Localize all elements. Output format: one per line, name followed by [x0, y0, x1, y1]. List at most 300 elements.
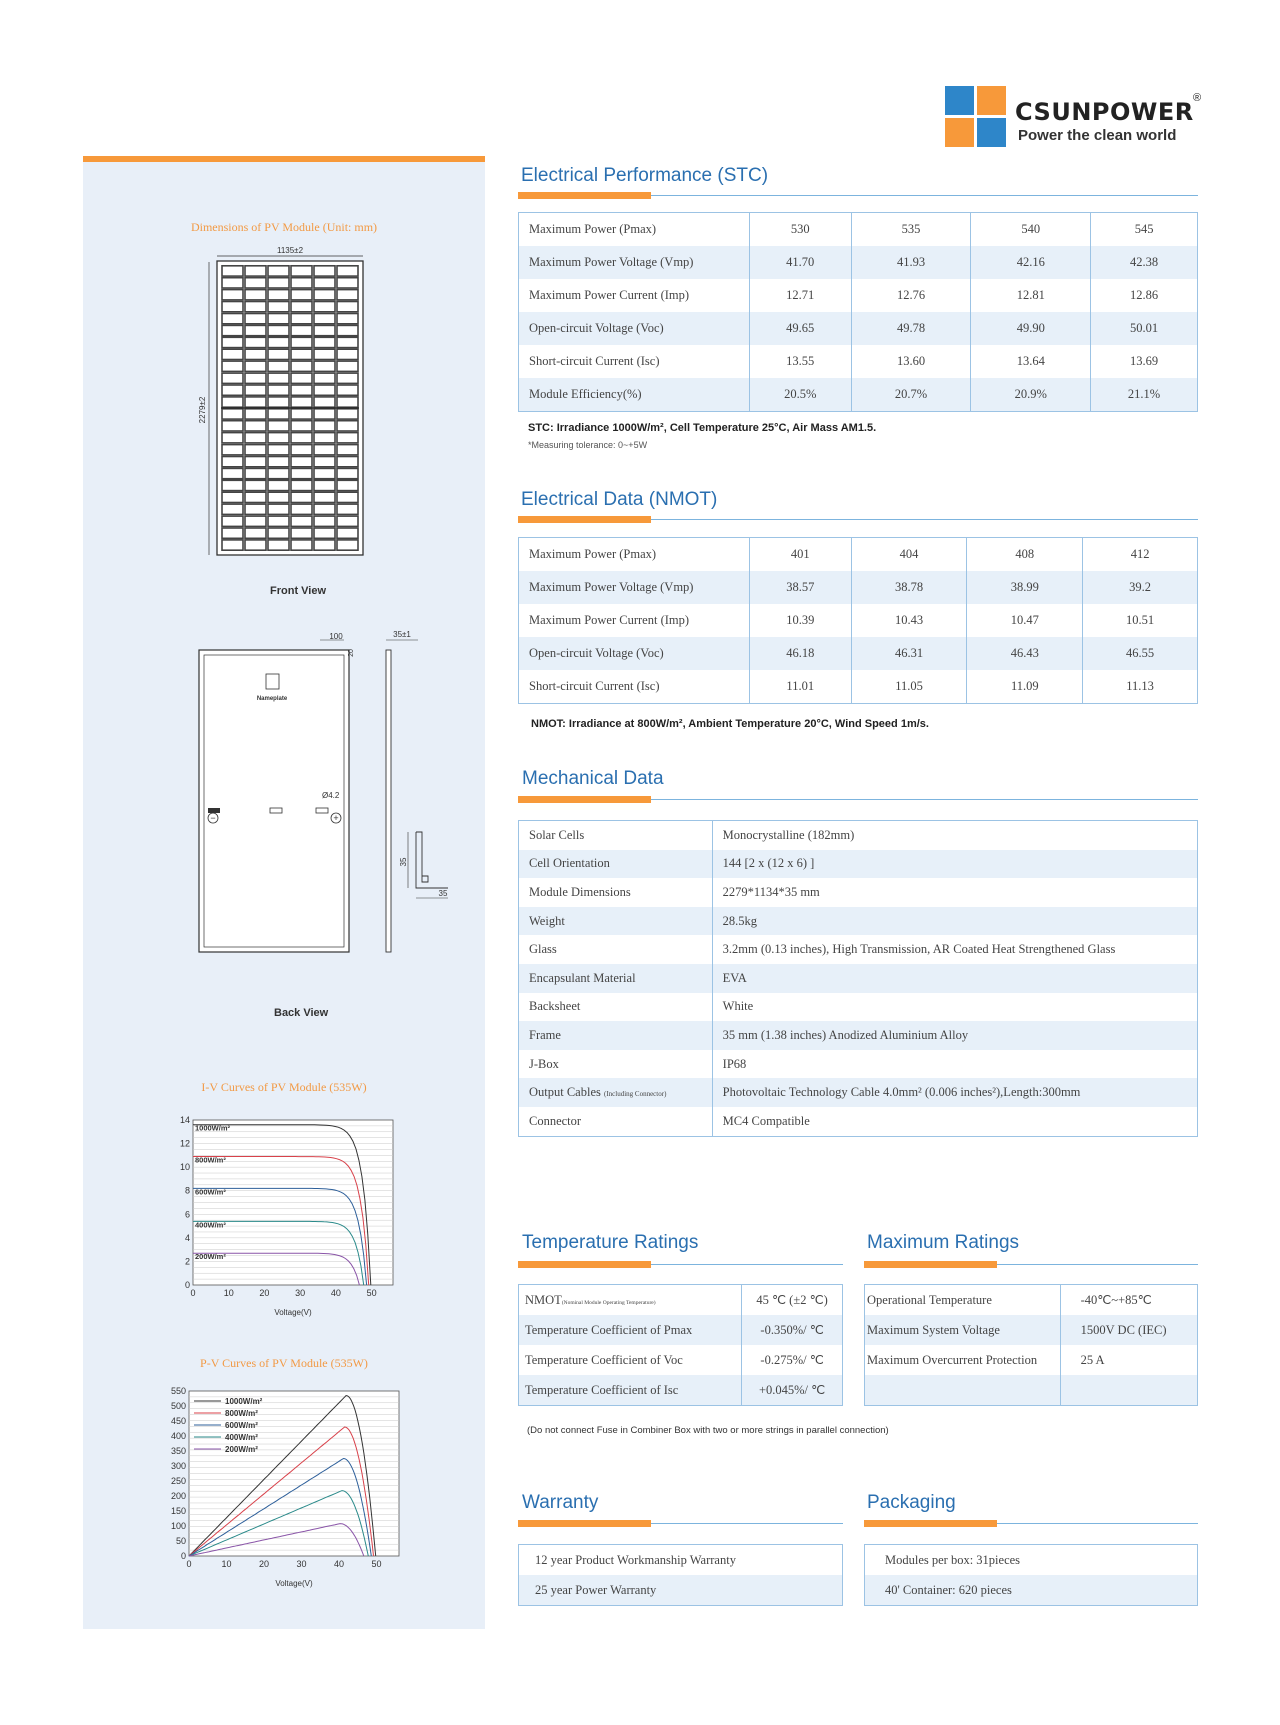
solar-cell: [268, 397, 289, 407]
max-ratings-table: [864, 1284, 1198, 1406]
table-row: [519, 1575, 843, 1606]
row-label: Module Efficiency(%): [519, 378, 750, 412]
row-label-text: Cell Orientation: [529, 856, 610, 871]
solar-cell: [222, 492, 243, 502]
y-tick-label: 8: [184, 1185, 190, 1196]
left-panel-accent: [83, 156, 485, 162]
solar-cell: [268, 516, 289, 526]
row-value: 12 year Product Workmanship Warranty: [519, 1545, 843, 1576]
solar-cell: [337, 409, 358, 419]
solar-cell: [337, 314, 358, 324]
mechanical-accent: [518, 796, 651, 803]
mechanical-title: Mechanical Data: [522, 768, 664, 789]
table-row: [519, 878, 1198, 907]
row-value: Photovoltaic Technology Cable 4.0mm² (0.006 inches²),Length:300mm: [712, 1078, 1197, 1107]
back-view-drawing: [190, 620, 480, 960]
y-tick-label: 50: [175, 1536, 186, 1546]
row-label: [519, 878, 713, 907]
y-tick-label: 150: [170, 1506, 186, 1516]
row-value: 408: [967, 538, 1083, 572]
table-row: [519, 1285, 843, 1316]
y-tick-label: 550: [170, 1386, 186, 1396]
row-label-text: Weight: [529, 913, 565, 928]
row-label: [519, 1050, 713, 1079]
legend-label: 200W/m²: [225, 1445, 258, 1454]
warranty-title: Warranty: [522, 1492, 599, 1513]
solar-cell: [314, 385, 335, 395]
y-tick-label: 100: [170, 1521, 186, 1531]
solar-cell: [337, 290, 358, 300]
row-value: 12.86: [1091, 279, 1198, 312]
logo-mark-br: [977, 118, 1006, 147]
solar-cell: [268, 302, 289, 312]
row-value: 12.76: [851, 279, 971, 312]
temperature-title: Temperature Ratings: [522, 1232, 699, 1253]
solar-cell: [245, 290, 266, 300]
solar-cell: [337, 457, 358, 467]
packaging-title: Packaging: [867, 1492, 956, 1513]
row-value: 13.55: [749, 345, 851, 378]
row-label-text: NMOT: [525, 1292, 562, 1307]
row-value: [1060, 1375, 1197, 1406]
row-value: 1500V DC (IEC): [1060, 1315, 1197, 1345]
row-label: [865, 1375, 1061, 1406]
solar-cell: [291, 421, 312, 431]
solar-cell: [268, 504, 289, 514]
row-value: Monocrystalline (182mm): [712, 821, 1197, 850]
y-tick-label: 12: [179, 1138, 190, 1149]
solar-cell: [314, 361, 335, 371]
solar-cell: [291, 433, 312, 443]
solar-cell: [245, 325, 266, 335]
solar-cell: [222, 325, 243, 335]
row-label: [519, 1021, 713, 1050]
x-tick-label: 0: [190, 1288, 196, 1298]
solar-cell: [222, 266, 243, 276]
row-value: 12.71: [749, 279, 851, 312]
solar-cell: [291, 278, 312, 288]
row-label: Maximum Power Voltage (Vmp): [519, 571, 750, 604]
row-value: 535: [851, 213, 971, 247]
front-view-drawing: [195, 240, 375, 560]
row-value: 12.81: [971, 279, 1091, 312]
solar-cell: [222, 397, 243, 407]
solar-cell: [245, 480, 266, 490]
x-axis-label: Voltage(V): [275, 1579, 313, 1588]
hole-label: Ø4.2: [322, 791, 340, 800]
mechanical-table: [518, 820, 1198, 1137]
row-label-note: (Including Connector): [604, 1090, 667, 1099]
row-value: -0.350%/ ℃: [742, 1315, 843, 1345]
row-label: Open-circuit Voltage (Voc): [519, 637, 750, 670]
solar-cell: [245, 266, 266, 276]
x-tick-label: 40: [330, 1288, 341, 1298]
row-value: 11.05: [851, 670, 967, 704]
row-value: 10.39: [749, 604, 851, 637]
solar-cell: [337, 278, 358, 288]
front-view-label: Front View: [270, 585, 327, 597]
solar-cell: [268, 528, 289, 538]
solar-cell: [222, 409, 243, 419]
solar-cell: [245, 492, 266, 502]
table-row: [519, 279, 1198, 312]
solar-cell: [291, 266, 312, 276]
x-tick-label: 40: [333, 1559, 345, 1569]
row-label: Maximum Overcurrent Protection: [865, 1345, 1061, 1375]
solar-cell: [291, 492, 312, 502]
solar-cell: [314, 409, 335, 419]
table-row: [519, 1050, 1198, 1079]
solar-cell: [245, 516, 266, 526]
solar-cell: [337, 361, 358, 371]
solar-cell: [222, 457, 243, 467]
row-value: 2279*1134*35 mm: [712, 878, 1197, 907]
row-value: 25 A: [1060, 1345, 1197, 1375]
solar-cell: [245, 421, 266, 431]
series-label: 400W/m²: [195, 1220, 226, 1230]
row-value: 13.64: [971, 345, 1091, 378]
solar-cell: [222, 468, 243, 478]
row-value: -0.275%/ ℃: [742, 1345, 843, 1375]
table-row: [519, 670, 1198, 704]
row-value: 38.99: [967, 571, 1083, 604]
row-value: 49.65: [749, 312, 851, 345]
solar-cell: [291, 385, 312, 395]
svg-text:−: −: [210, 813, 216, 823]
solar-cell: [291, 337, 312, 347]
x-tick-label: 10: [223, 1288, 234, 1298]
series-label: 600W/m²: [195, 1187, 226, 1197]
solar-cell: [222, 540, 243, 550]
row-value: 11.09: [967, 670, 1083, 704]
table-row: [519, 850, 1198, 879]
brand-logo: [945, 86, 1205, 156]
solar-cell: [291, 445, 312, 455]
solar-cell: [314, 373, 335, 383]
solar-cell: [245, 457, 266, 467]
solar-cell: [314, 349, 335, 359]
solar-cell: [314, 480, 335, 490]
stc-accent: [518, 192, 651, 199]
row-value: 20.9%: [971, 378, 1091, 412]
solar-cell: [245, 397, 266, 407]
row-value: 41.70: [749, 246, 851, 279]
table-row: [519, 345, 1198, 378]
solar-cell: [337, 397, 358, 407]
solar-cell: [245, 373, 266, 383]
solar-cell: [337, 516, 358, 526]
table-row: [519, 1545, 843, 1576]
solar-cell: [268, 278, 289, 288]
solar-cell: [268, 325, 289, 335]
side-dim-label: 20: [348, 649, 355, 657]
row-value: 404: [851, 538, 967, 572]
row-value: 46.18: [749, 637, 851, 670]
y-tick-label: 6: [184, 1209, 190, 1220]
row-value: 50.01: [1091, 312, 1198, 345]
solar-cell: [268, 409, 289, 419]
legend-label: 800W/m²: [225, 1409, 258, 1418]
solar-cell: [268, 361, 289, 371]
row-label: [519, 993, 713, 1022]
table-row: [865, 1375, 1198, 1406]
row-value: -40℃~+85℃: [1060, 1285, 1197, 1316]
solar-cell: [314, 314, 335, 324]
row-value: 49.78: [851, 312, 971, 345]
solar-cell: [314, 266, 335, 276]
solar-cell: [222, 433, 243, 443]
solar-cell: [314, 468, 335, 478]
legend-label: 600W/m²: [225, 1421, 258, 1430]
solar-cell: [314, 492, 335, 502]
x-tick-label: 50: [371, 1559, 382, 1569]
table-row: [865, 1545, 1198, 1576]
x-tick-label: 30: [295, 1288, 306, 1298]
x-tick-label: 30: [296, 1559, 307, 1569]
solar-cell: [291, 325, 312, 335]
row-label: [519, 821, 713, 850]
row-label-text: Solar Cells: [529, 827, 585, 842]
row-value: 28.5kg: [712, 907, 1197, 936]
packaging-accent: [864, 1520, 997, 1527]
solar-cell: [268, 337, 289, 347]
solar-cell: [314, 397, 335, 407]
series-label: 1000W/m²: [195, 1123, 231, 1133]
frame-thickness-label: 35±1: [393, 630, 411, 639]
warranty-table: [518, 1544, 843, 1606]
solar-cell: [291, 457, 312, 467]
legend-label: 1000W/m²: [225, 1397, 263, 1406]
x-axis-label: Voltage(V): [274, 1308, 312, 1317]
x-tick-label: 0: [186, 1559, 192, 1569]
table-row: [519, 1375, 843, 1406]
registered-mark: ®: [1193, 92, 1202, 104]
row-label: Maximum Power Voltage (Vmp): [519, 246, 750, 279]
row-label: [519, 1078, 713, 1107]
brand-tagline: Power the clean world: [1018, 127, 1177, 144]
solar-cell: [291, 373, 312, 383]
solar-cell: [337, 445, 358, 455]
x-tick-label: 20: [258, 1559, 270, 1569]
row-value: Modules per box: 31pieces: [865, 1545, 1198, 1576]
solar-cell: [245, 468, 266, 478]
row-label-text: J-Box: [529, 1056, 559, 1071]
solar-cell: [268, 433, 289, 443]
solar-cell: [268, 421, 289, 431]
solar-cell: [291, 409, 312, 419]
solar-cell: [245, 278, 266, 288]
solar-cell: [291, 504, 312, 514]
brand-name: CSUNPOWER: [1015, 98, 1194, 126]
nmot-accent: [518, 516, 651, 523]
solar-cell: [222, 373, 243, 383]
solar-cell: [222, 445, 243, 455]
solar-cell: [314, 516, 335, 526]
x-tick-label: 10: [221, 1559, 232, 1569]
row-label: [519, 1285, 742, 1316]
y-tick-label: 500: [170, 1401, 186, 1411]
solar-cell: [245, 349, 266, 359]
solar-cell: [314, 504, 335, 514]
solar-cell: [222, 385, 243, 395]
solar-cell: [337, 385, 358, 395]
pv-caption: P-V Curves of PV Module (535W): [200, 1356, 368, 1370]
row-value: 545: [1091, 213, 1198, 247]
solar-cell: [314, 302, 335, 312]
temperature-note: (Do not connect Fuse in Combiner Box with two or more strings in parallel connection): [527, 1425, 889, 1436]
solar-cell: [222, 290, 243, 300]
solar-cell: [222, 504, 243, 514]
solar-cell: [245, 445, 266, 455]
table-row: [519, 538, 1198, 572]
row-value: +0.045%/ ℃: [742, 1375, 843, 1406]
row-value: 40' Container: 620 pieces: [865, 1575, 1198, 1606]
y-tick-label: 0: [180, 1551, 186, 1561]
table-row: [519, 246, 1198, 279]
row-label-text: Connector: [529, 1113, 582, 1128]
back-view-label: Back View: [274, 1007, 329, 1019]
row-label: Short-circuit Current (Isc): [519, 345, 750, 378]
table-row: [519, 1021, 1198, 1050]
row-value: 412: [1083, 538, 1198, 572]
solar-cell: [222, 278, 243, 288]
solar-cell: [291, 290, 312, 300]
solar-cell: [291, 528, 312, 538]
row-label: Maximum Power Current (Imp): [519, 279, 750, 312]
solar-cell: [337, 504, 358, 514]
table-row: [519, 378, 1198, 412]
solar-cell: [245, 528, 266, 538]
solar-cell: [268, 492, 289, 502]
solar-cell: [337, 528, 358, 538]
table-row: [865, 1315, 1198, 1345]
row-value: 38.78: [851, 571, 967, 604]
frame-profile: [416, 832, 448, 888]
warranty-accent: [518, 1520, 651, 1527]
solar-cell: [314, 433, 335, 443]
table-row: [519, 571, 1198, 604]
width-label: 1135±2: [276, 246, 304, 255]
stc-title: Electrical Performance (STC): [521, 165, 769, 186]
row-value: 46.31: [851, 637, 967, 670]
row-label-text: Output Cables: [529, 1085, 601, 1100]
row-value: 10.47: [967, 604, 1083, 637]
profile-height-label: 35: [399, 857, 408, 867]
logo-mark-tl: [945, 86, 974, 115]
solar-cell: [337, 349, 358, 359]
solar-cell: [245, 385, 266, 395]
row-value: 10.51: [1083, 604, 1198, 637]
dimensions-caption: Dimensions of PV Module (Unit: mm): [190, 220, 378, 234]
row-value: 46.55: [1083, 637, 1198, 670]
x-tick-label: 20: [259, 1288, 270, 1298]
solar-cell: [314, 337, 335, 347]
row-label: [519, 907, 713, 936]
row-value: 13.69: [1091, 345, 1198, 378]
solar-cell: [291, 480, 312, 490]
row-label: Maximum System Voltage: [865, 1315, 1061, 1345]
packaging-table: [864, 1544, 1198, 1606]
row-label: Maximum Power Current (Imp): [519, 604, 750, 637]
solar-cell: [291, 468, 312, 478]
row-value: 20.5%: [749, 378, 851, 412]
y-tick-label: 4: [184, 1232, 190, 1243]
table-row: [865, 1285, 1198, 1316]
row-value: 21.1%: [1091, 378, 1198, 412]
row-label-text: Backsheet: [529, 999, 581, 1014]
solar-cell: [245, 337, 266, 347]
solar-cell: [268, 468, 289, 478]
top-dim-label: 100: [329, 632, 343, 641]
row-label: [519, 850, 713, 879]
series-label: 200W/m²: [195, 1252, 226, 1262]
solar-cell: [268, 373, 289, 383]
table-row: [519, 637, 1198, 670]
row-value: IP68: [712, 1050, 1197, 1079]
row-value: 39.2: [1083, 571, 1198, 604]
row-value: 41.93: [851, 246, 971, 279]
temperature-accent: [518, 1261, 651, 1268]
solar-cell: [222, 528, 243, 538]
solar-cell: [268, 540, 289, 550]
solar-cell: [268, 457, 289, 467]
table-row: [519, 604, 1198, 637]
row-label: Open-circuit Voltage (Voc): [519, 312, 750, 345]
legend-label: 400W/m²: [225, 1433, 258, 1442]
row-value: 3.2mm (0.13 inches), High Transmission, AR Coated Heat Strengthened Glass: [712, 935, 1197, 964]
solar-cell: [337, 373, 358, 383]
row-label-text: Temperature Coefficient of Pmax: [525, 1322, 693, 1337]
y-tick-label: 300: [170, 1461, 186, 1471]
solar-cell: [337, 337, 358, 347]
row-value: 401: [749, 538, 851, 572]
row-value: White: [712, 993, 1197, 1022]
row-label: [519, 964, 713, 993]
row-label-text: Glass: [529, 942, 557, 957]
row-value: 45 ℃ (±2 ℃): [742, 1285, 843, 1316]
row-label: Operational Temperature: [865, 1285, 1061, 1316]
solar-cell: [337, 480, 358, 490]
solar-cell: [291, 361, 312, 371]
row-value: 11.13: [1083, 670, 1198, 704]
y-tick-label: 10: [179, 1162, 190, 1173]
solar-cell: [337, 540, 358, 550]
row-label: Short-circuit Current (Isc): [519, 670, 750, 704]
max-ratings-title: Maximum Ratings: [867, 1232, 1020, 1253]
stc-tolerance: *Measuring tolerance: 0~+5W: [528, 440, 648, 450]
row-label-text: Frame: [529, 1027, 561, 1042]
x-tick-label: 50: [366, 1288, 377, 1298]
solar-cell: [337, 325, 358, 335]
y-tick-label: 2: [184, 1256, 190, 1267]
svg-text:+: +: [333, 813, 339, 823]
solar-cell: [291, 349, 312, 359]
row-value: MC4 Compatible: [712, 1107, 1197, 1136]
row-value: 46.43: [967, 637, 1083, 670]
solar-cell: [222, 349, 243, 359]
nameplate-label: Nameplate: [256, 696, 288, 702]
solar-cell: [222, 421, 243, 431]
row-label: [519, 1345, 742, 1375]
row-label-text: Temperature Coefficient of Isc: [525, 1382, 679, 1397]
row-value: 35 mm (1.38 inches) Anodized Aluminium Alloy: [712, 1021, 1197, 1050]
row-label: Maximum Power (Pmax): [519, 538, 750, 572]
solar-cell: [245, 314, 266, 324]
table-row: [519, 907, 1198, 936]
table-row: [519, 1107, 1198, 1136]
solar-cell: [337, 302, 358, 312]
table-row: [519, 964, 1198, 993]
